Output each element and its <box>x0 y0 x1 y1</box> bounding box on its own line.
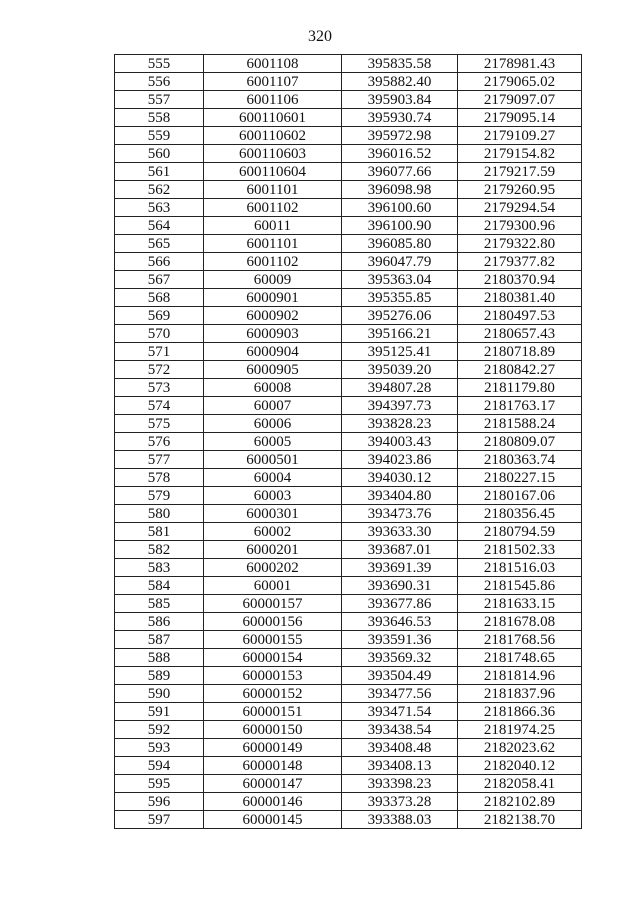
table-row <box>115 379 582 397</box>
table-row <box>115 505 582 523</box>
row-number-cell: 592 <box>115 721 204 739</box>
x-coordinate-cell: 395882.40 <box>342 73 458 91</box>
y-coordinate-cell: 2181837.96 <box>458 685 582 703</box>
table-row <box>115 433 582 451</box>
y-coordinate-cell: 2182058.41 <box>458 775 582 793</box>
y-coordinate-cell: 2181763.17 <box>458 397 582 415</box>
row-number-cell: 583 <box>115 559 204 577</box>
row-number-cell: 594 <box>115 757 204 775</box>
table-row <box>115 721 582 739</box>
point-code-cell: 60004 <box>204 469 342 487</box>
x-coordinate-cell: 393677.86 <box>342 595 458 613</box>
row-number-cell: 561 <box>115 163 204 181</box>
point-code-cell: 60000149 <box>204 739 342 757</box>
row-number-cell: 558 <box>115 109 204 127</box>
table-row <box>115 361 582 379</box>
y-coordinate-cell: 2180381.40 <box>458 289 582 307</box>
table-row <box>115 397 582 415</box>
point-code-cell: 60009 <box>204 271 342 289</box>
x-coordinate-cell: 393473.76 <box>342 505 458 523</box>
row-number-cell: 575 <box>115 415 204 433</box>
table-row <box>115 613 582 631</box>
x-coordinate-cell: 396047.79 <box>342 253 458 271</box>
point-code-cell: 60000154 <box>204 649 342 667</box>
row-number-cell: 595 <box>115 775 204 793</box>
row-number-cell: 593 <box>115 739 204 757</box>
row-number-cell: 570 <box>115 325 204 343</box>
x-coordinate-cell: 393691.39 <box>342 559 458 577</box>
y-coordinate-cell: 2179095.14 <box>458 109 582 127</box>
point-code-cell: 60003 <box>204 487 342 505</box>
point-code-cell: 60007 <box>204 397 342 415</box>
x-coordinate-cell: 393646.53 <box>342 613 458 631</box>
row-number-cell: 556 <box>115 73 204 91</box>
x-coordinate-cell: 393373.28 <box>342 793 458 811</box>
point-code-cell: 6001107 <box>204 73 342 91</box>
row-number-cell: 557 <box>115 91 204 109</box>
row-number-cell: 580 <box>115 505 204 523</box>
table-row <box>115 325 582 343</box>
table-row <box>115 253 582 271</box>
row-number-cell: 573 <box>115 379 204 397</box>
table-row <box>115 577 582 595</box>
row-number-cell: 563 <box>115 199 204 217</box>
point-code-cell: 60000147 <box>204 775 342 793</box>
point-code-cell: 6001101 <box>204 235 342 253</box>
coordinates-table <box>114 54 582 829</box>
point-code-cell: 60000145 <box>204 811 342 829</box>
table-row <box>115 91 582 109</box>
x-coordinate-cell: 393591.36 <box>342 631 458 649</box>
x-coordinate-cell: 393404.80 <box>342 487 458 505</box>
table-row <box>115 415 582 433</box>
y-coordinate-cell: 2180809.07 <box>458 433 582 451</box>
y-coordinate-cell: 2181633.15 <box>458 595 582 613</box>
table-row <box>115 235 582 253</box>
row-number-cell: 566 <box>115 253 204 271</box>
y-coordinate-cell: 2182138.70 <box>458 811 582 829</box>
point-code-cell: 60001 <box>204 577 342 595</box>
row-number-cell: 574 <box>115 397 204 415</box>
table-row <box>115 127 582 145</box>
x-coordinate-cell: 393398.23 <box>342 775 458 793</box>
row-number-cell: 585 <box>115 595 204 613</box>
table-row <box>115 469 582 487</box>
row-number-cell: 565 <box>115 235 204 253</box>
table-row <box>115 703 582 721</box>
y-coordinate-cell: 2180794.59 <box>458 523 582 541</box>
point-code-cell: 6000901 <box>204 289 342 307</box>
row-number-cell: 572 <box>115 361 204 379</box>
y-coordinate-cell: 2180657.43 <box>458 325 582 343</box>
table-row <box>115 811 582 829</box>
y-coordinate-cell: 2179109.27 <box>458 127 582 145</box>
table-row <box>115 109 582 127</box>
point-code-cell: 600110603 <box>204 145 342 163</box>
x-coordinate-cell: 396016.52 <box>342 145 458 163</box>
x-coordinate-cell: 394397.73 <box>342 397 458 415</box>
coordinates-table-body <box>115 55 582 829</box>
y-coordinate-cell: 2181545.86 <box>458 577 582 595</box>
point-code-cell: 600110604 <box>204 163 342 181</box>
row-number-cell: 571 <box>115 343 204 361</box>
x-coordinate-cell: 396077.66 <box>342 163 458 181</box>
table-row <box>115 559 582 577</box>
point-code-cell: 6000301 <box>204 505 342 523</box>
y-coordinate-cell: 2182023.62 <box>458 739 582 757</box>
table-row <box>115 163 582 181</box>
point-code-cell: 6000902 <box>204 307 342 325</box>
point-code-cell: 60002 <box>204 523 342 541</box>
y-coordinate-cell: 2181179.80 <box>458 379 582 397</box>
table-row <box>115 685 582 703</box>
x-coordinate-cell: 393388.03 <box>342 811 458 829</box>
table-row <box>115 757 582 775</box>
x-coordinate-cell: 395276.06 <box>342 307 458 325</box>
y-coordinate-cell: 2181974.25 <box>458 721 582 739</box>
y-coordinate-cell: 2179217.59 <box>458 163 582 181</box>
x-coordinate-cell: 393569.32 <box>342 649 458 667</box>
point-code-cell: 60000153 <box>204 667 342 685</box>
table-row <box>115 55 582 73</box>
row-number-cell: 579 <box>115 487 204 505</box>
table-row <box>115 775 582 793</box>
x-coordinate-cell: 393687.01 <box>342 541 458 559</box>
row-number-cell: 588 <box>115 649 204 667</box>
x-coordinate-cell: 396098.98 <box>342 181 458 199</box>
point-code-cell: 6001102 <box>204 253 342 271</box>
x-coordinate-cell: 395355.85 <box>342 289 458 307</box>
x-coordinate-cell: 395125.41 <box>342 343 458 361</box>
x-coordinate-cell: 396085.80 <box>342 235 458 253</box>
table-row <box>115 523 582 541</box>
y-coordinate-cell: 2180718.89 <box>458 343 582 361</box>
table-row <box>115 181 582 199</box>
table-row <box>115 487 582 505</box>
table-row <box>115 145 582 163</box>
row-number-cell: 559 <box>115 127 204 145</box>
y-coordinate-cell: 2181768.56 <box>458 631 582 649</box>
y-coordinate-cell: 2179065.02 <box>458 73 582 91</box>
point-code-cell: 60000156 <box>204 613 342 631</box>
y-coordinate-cell: 2179097.07 <box>458 91 582 109</box>
row-number-cell: 577 <box>115 451 204 469</box>
x-coordinate-cell: 396100.60 <box>342 199 458 217</box>
row-number-cell: 597 <box>115 811 204 829</box>
x-coordinate-cell: 393828.23 <box>342 415 458 433</box>
point-code-cell: 60000148 <box>204 757 342 775</box>
table-row <box>115 667 582 685</box>
row-number-cell: 586 <box>115 613 204 631</box>
x-coordinate-cell: 393633.30 <box>342 523 458 541</box>
row-number-cell: 567 <box>115 271 204 289</box>
y-coordinate-cell: 2182040.12 <box>458 757 582 775</box>
y-coordinate-cell: 2180363.74 <box>458 451 582 469</box>
row-number-cell: 576 <box>115 433 204 451</box>
table-row <box>115 541 582 559</box>
row-number-cell: 562 <box>115 181 204 199</box>
y-coordinate-cell: 2180356.45 <box>458 505 582 523</box>
row-number-cell: 578 <box>115 469 204 487</box>
x-coordinate-cell: 393438.54 <box>342 721 458 739</box>
y-coordinate-cell: 2180497.53 <box>458 307 582 325</box>
y-coordinate-cell: 2181502.33 <box>458 541 582 559</box>
point-code-cell: 6000903 <box>204 325 342 343</box>
x-coordinate-cell: 393504.49 <box>342 667 458 685</box>
page-number: 320 <box>308 28 332 45</box>
table-row <box>115 649 582 667</box>
row-number-cell: 589 <box>115 667 204 685</box>
x-coordinate-cell: 396100.90 <box>342 217 458 235</box>
point-code-cell: 6000201 <box>204 541 342 559</box>
y-coordinate-cell: 2181866.36 <box>458 703 582 721</box>
point-code-cell: 6000501 <box>204 451 342 469</box>
point-code-cell: 600110602 <box>204 127 342 145</box>
row-number-cell: 569 <box>115 307 204 325</box>
y-coordinate-cell: 2179300.96 <box>458 217 582 235</box>
row-number-cell: 555 <box>115 55 204 73</box>
x-coordinate-cell: 393408.13 <box>342 757 458 775</box>
row-number-cell: 584 <box>115 577 204 595</box>
point-code-cell: 6001102 <box>204 199 342 217</box>
table-row <box>115 451 582 469</box>
x-coordinate-cell: 394003.43 <box>342 433 458 451</box>
table-row <box>115 793 582 811</box>
row-number-cell: 587 <box>115 631 204 649</box>
x-coordinate-cell: 395903.84 <box>342 91 458 109</box>
point-code-cell: 6001108 <box>204 55 342 73</box>
x-coordinate-cell: 393471.54 <box>342 703 458 721</box>
y-coordinate-cell: 2179377.82 <box>458 253 582 271</box>
point-code-cell: 60000150 <box>204 721 342 739</box>
row-number-cell: 568 <box>115 289 204 307</box>
x-coordinate-cell: 395363.04 <box>342 271 458 289</box>
x-coordinate-cell: 393408.48 <box>342 739 458 757</box>
x-coordinate-cell: 395835.58 <box>342 55 458 73</box>
table-row <box>115 739 582 757</box>
y-coordinate-cell: 2179154.82 <box>458 145 582 163</box>
point-code-cell: 60006 <box>204 415 342 433</box>
x-coordinate-cell: 394807.28 <box>342 379 458 397</box>
x-coordinate-cell: 395166.21 <box>342 325 458 343</box>
row-number-cell: 591 <box>115 703 204 721</box>
table-row <box>115 289 582 307</box>
x-coordinate-cell: 393690.31 <box>342 577 458 595</box>
point-code-cell: 60000146 <box>204 793 342 811</box>
row-number-cell: 582 <box>115 541 204 559</box>
point-code-cell: 60000157 <box>204 595 342 613</box>
row-number-cell: 581 <box>115 523 204 541</box>
point-code-cell: 60011 <box>204 217 342 235</box>
point-code-cell: 6000904 <box>204 343 342 361</box>
y-coordinate-cell: 2179322.80 <box>458 235 582 253</box>
row-number-cell: 596 <box>115 793 204 811</box>
point-code-cell: 6001106 <box>204 91 342 109</box>
point-code-cell: 60000152 <box>204 685 342 703</box>
table-row <box>115 199 582 217</box>
table-row <box>115 631 582 649</box>
row-number-cell: 590 <box>115 685 204 703</box>
y-coordinate-cell: 2182102.89 <box>458 793 582 811</box>
table-row <box>115 343 582 361</box>
point-code-cell: 60005 <box>204 433 342 451</box>
x-coordinate-cell: 393477.56 <box>342 685 458 703</box>
y-coordinate-cell: 2180370.94 <box>458 271 582 289</box>
x-coordinate-cell: 395930.74 <box>342 109 458 127</box>
y-coordinate-cell: 2180167.06 <box>458 487 582 505</box>
y-coordinate-cell: 2181516.03 <box>458 559 582 577</box>
y-coordinate-cell: 2178981.43 <box>458 55 582 73</box>
y-coordinate-cell: 2181588.24 <box>458 415 582 433</box>
y-coordinate-cell: 2181748.65 <box>458 649 582 667</box>
point-code-cell: 60000151 <box>204 703 342 721</box>
table-row <box>115 271 582 289</box>
y-coordinate-cell: 2179260.95 <box>458 181 582 199</box>
x-coordinate-cell: 394030.12 <box>342 469 458 487</box>
table-row <box>115 307 582 325</box>
table-row <box>115 217 582 235</box>
row-number-cell: 560 <box>115 145 204 163</box>
y-coordinate-cell: 2181678.08 <box>458 613 582 631</box>
x-coordinate-cell: 394023.86 <box>342 451 458 469</box>
x-coordinate-cell: 395972.98 <box>342 127 458 145</box>
y-coordinate-cell: 2180842.27 <box>458 361 582 379</box>
y-coordinate-cell: 2179294.54 <box>458 199 582 217</box>
x-coordinate-cell: 395039.20 <box>342 361 458 379</box>
point-code-cell: 6000905 <box>204 361 342 379</box>
point-code-cell: 6000202 <box>204 559 342 577</box>
point-code-cell: 60008 <box>204 379 342 397</box>
row-number-cell: 564 <box>115 217 204 235</box>
point-code-cell: 6001101 <box>204 181 342 199</box>
point-code-cell: 600110601 <box>204 109 342 127</box>
table-row <box>115 73 582 91</box>
table-row <box>115 595 582 613</box>
y-coordinate-cell: 2181814.96 <box>458 667 582 685</box>
point-code-cell: 60000155 <box>204 631 342 649</box>
y-coordinate-cell: 2180227.15 <box>458 469 582 487</box>
